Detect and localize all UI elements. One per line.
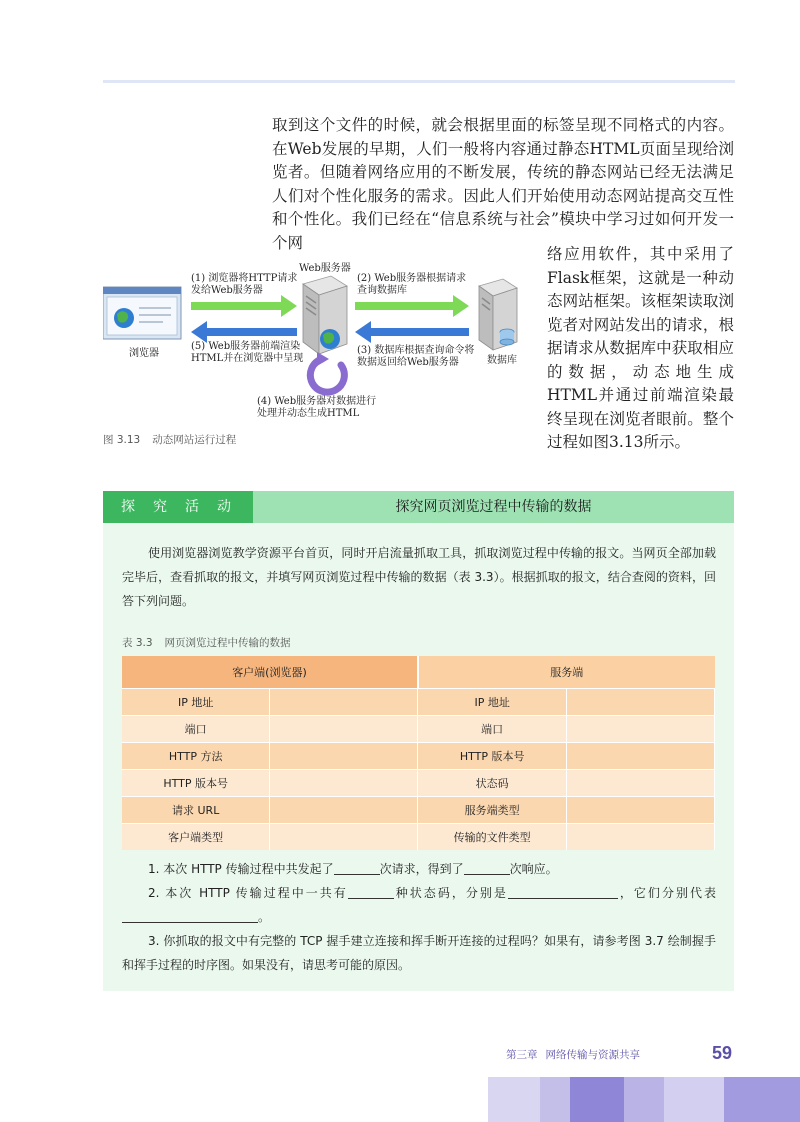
footer-chapter-title: 网络传输与资源共享 bbox=[545, 1049, 640, 1061]
band-segment bbox=[540, 1077, 570, 1122]
question-2-part-b: 种状态码，分别是 bbox=[393, 886, 508, 900]
table-cell-server-key: IP 地址 bbox=[418, 689, 566, 716]
question-2-part-a: 2. 本次 HTTP 传输过程中一共有 bbox=[148, 886, 348, 900]
arrow-step5 bbox=[191, 321, 297, 343]
footer-chapter bbox=[506, 1047, 648, 1062]
step2-line2: 查询数据库 bbox=[357, 285, 407, 296]
table-cell-client-value[interactable] bbox=[270, 770, 418, 797]
table-row bbox=[122, 689, 715, 716]
database-label: 数据库 bbox=[487, 355, 517, 366]
step3-line2: 数据返回给Web服务器 bbox=[357, 357, 459, 368]
table-cell-client-key: 客户端类型 bbox=[122, 824, 270, 851]
table-cell-client-key: HTTP 方法 bbox=[122, 743, 270, 770]
table-cell-server-key: HTTP 版本号 bbox=[418, 743, 566, 770]
table-cell-server-value[interactable] bbox=[566, 797, 714, 824]
table-cell-server-key: 状态码 bbox=[418, 770, 566, 797]
database-server-icon bbox=[479, 279, 517, 350]
web-server-icon bbox=[303, 276, 347, 354]
figure-dynamic-website bbox=[103, 262, 523, 430]
table-cell-server-value[interactable] bbox=[566, 770, 714, 797]
table-header-server: 服务端 bbox=[418, 656, 715, 689]
activity-intro: 使用浏览器浏览教学资源平台首页，同时开启流量抓取工具，抓取浏览过程中传输的报文。当网页全部加载完毕后，查看抓取的报文，并填写网页浏览过程中传输的数据（表 3.3）。根据抓取的报文，结合查阅的资料，回答下列问题。 bbox=[122, 546, 716, 608]
table-cell-server-value[interactable] bbox=[566, 824, 714, 851]
step5-line1: (5) Web服务器前端渲染 bbox=[191, 341, 301, 352]
table-cell-client-value[interactable] bbox=[270, 743, 418, 770]
figure-caption-number: 图 3.13 bbox=[103, 434, 141, 446]
table-cell-client-key: HTTP 版本号 bbox=[122, 770, 270, 797]
answer-blank[interactable] bbox=[122, 908, 258, 923]
table-row bbox=[122, 824, 715, 851]
table-cell-client-value[interactable] bbox=[270, 797, 418, 824]
question-1 bbox=[122, 857, 716, 881]
transfer-data-table bbox=[122, 656, 715, 850]
answer-blank[interactable] bbox=[334, 860, 380, 875]
wrap-paragraph: 络应用软件，其中采用了Flask框架，这就是一种动态网站框架。该框架读取浏览者对网站发出的请求，根据请求从数据库中获取相应的数据，动态地生成HTML并通过前端渲染最终呈现在浏览者眼前。整个过程如图3.13所示。 bbox=[547, 245, 734, 451]
table-cell-server-key: 端口 bbox=[418, 716, 566, 743]
web-server-label: Web服务器 bbox=[299, 263, 351, 274]
question-2 bbox=[122, 881, 716, 929]
table-row bbox=[122, 743, 715, 770]
table-cell-server-key: 传输的文件类型 bbox=[418, 824, 566, 851]
arrow-step2 bbox=[355, 295, 469, 317]
browser-label: 浏览器 bbox=[129, 348, 159, 359]
question-3: 3. 你抓取的报文中有完整的 TCP 握手建立连接和挥手断开连接的过程吗？如果有，请参考图 3.7 绘制握手和挥手过程的时序图。如果没有，请思考可能的原因。 bbox=[122, 934, 716, 972]
table-cell-server-key: 服务端类型 bbox=[418, 797, 566, 824]
table-caption bbox=[122, 635, 303, 650]
table-cell-client-key: 端口 bbox=[122, 716, 270, 743]
header-rule bbox=[103, 80, 735, 83]
question-list bbox=[122, 857, 716, 977]
band-segment bbox=[624, 1077, 664, 1122]
table-cell-client-value[interactable] bbox=[270, 824, 418, 851]
activity-tag: 探究活动 bbox=[103, 491, 253, 523]
activity-title: 探究网页浏览过程中传输的数据 bbox=[253, 491, 734, 523]
question-2-part-d: 。 bbox=[258, 910, 271, 924]
table-cell-server-value[interactable] bbox=[566, 689, 714, 716]
step1-line1: (1) 浏览器将HTTP请求 bbox=[191, 273, 298, 284]
arrow-step3 bbox=[355, 321, 469, 343]
table-cell-client-key: 请求 URL bbox=[122, 797, 270, 824]
table-row bbox=[122, 716, 715, 743]
table-cell-server-value[interactable] bbox=[566, 716, 714, 743]
browser-icon bbox=[103, 287, 181, 339]
question-1-part-b: 次请求，得到了 bbox=[379, 862, 464, 876]
table-header-client: 客户端(浏览器) bbox=[122, 656, 418, 689]
answer-blank[interactable] bbox=[348, 884, 394, 899]
table-caption-number: 表 3.3 bbox=[122, 637, 153, 649]
band-segment bbox=[488, 1077, 540, 1122]
question-1-part-c: 次响应。 bbox=[509, 862, 558, 876]
table-row bbox=[122, 770, 715, 797]
arrow-step1 bbox=[191, 295, 297, 317]
table-cell-server-value[interactable] bbox=[566, 743, 714, 770]
step2-line1: (2) Web服务器根据请求 bbox=[357, 273, 467, 284]
table-cell-client-key: IP 地址 bbox=[122, 689, 270, 716]
table-row bbox=[122, 797, 715, 824]
inquiry-activity-box bbox=[103, 491, 734, 991]
answer-blank[interactable] bbox=[508, 884, 618, 899]
figure-caption-text: 动态网站运行过程 bbox=[152, 434, 237, 446]
page-number: 59 bbox=[712, 1043, 733, 1063]
step5-line2: HTML并在浏览器中呈现 bbox=[191, 353, 304, 364]
step4-line1: (4) Web服务器对数据进行 bbox=[257, 396, 377, 407]
question-1-part-a: 1. 本次 HTTP 传输过程中共发起了 bbox=[148, 862, 334, 876]
table-cell-client-value[interactable] bbox=[270, 689, 418, 716]
band-segment bbox=[664, 1077, 724, 1122]
question-2-part-c: ，它们分别代表 bbox=[617, 886, 716, 900]
band-segment bbox=[570, 1077, 624, 1122]
footer-chapter-number: 第三章 bbox=[506, 1049, 538, 1061]
processing-cycle-icon bbox=[310, 352, 344, 392]
table-caption-text: 网页浏览过程中传输的数据 bbox=[164, 637, 291, 649]
body-paragraph-text: 取到这个文件的时候，就会根据里面的标签呈现不同格式的内容。在Web发展的早期，人们一般将内容通过静态HTML页面呈现给浏览者。但随着网络应用的不断发展，传统的静态网站已经无法满足人们对个性化服务的需求。因此人们开始使用动态网站提高交互性和个性化。我们已经在“信息系统与社会”模块中学习过如何开发一个网 bbox=[272, 116, 734, 252]
step4-line2: 处理并动态生成HTML bbox=[257, 408, 360, 419]
step1-line2: 发给Web服务器 bbox=[191, 285, 263, 296]
figure-caption bbox=[103, 432, 248, 447]
step3-line1: (3) 数据库根据查询命令将 bbox=[357, 345, 475, 356]
band-segment bbox=[724, 1077, 800, 1122]
table-cell-client-value[interactable] bbox=[270, 716, 418, 743]
answer-blank[interactable] bbox=[464, 860, 510, 875]
body-paragraph bbox=[272, 114, 734, 255]
